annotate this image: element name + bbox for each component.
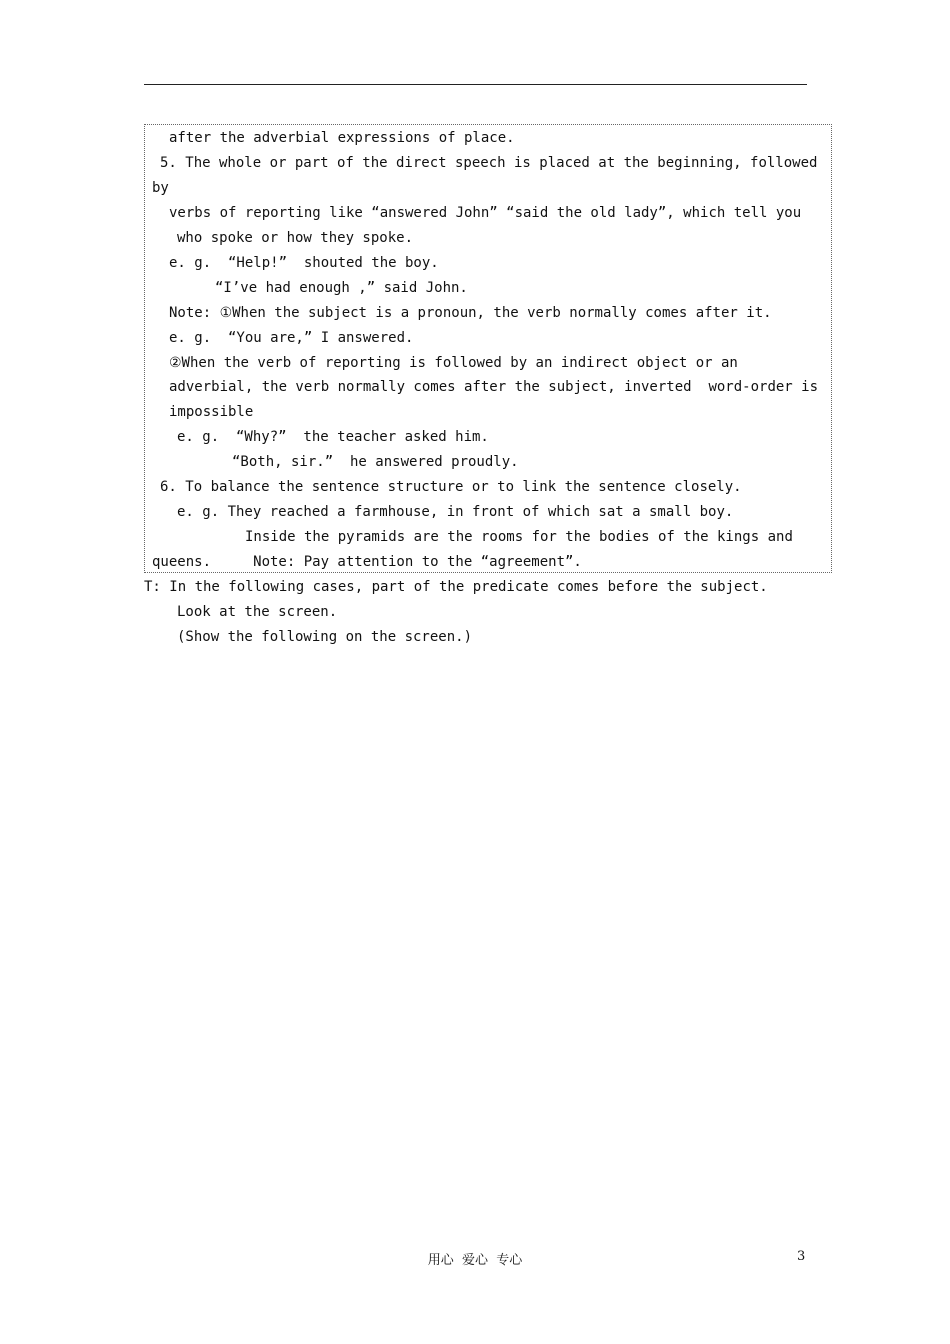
page-number: 3: [797, 1249, 806, 1264]
text-line: impossible: [169, 404, 254, 420]
text-line: e. g. “Help!” shouted the boy.: [169, 255, 439, 271]
text-line: Look at the screen.: [177, 604, 338, 620]
text-line: queens. Note: Pay attention to the “agreement”.: [152, 554, 582, 570]
text-line: T: In the following cases, part of the predicate comes before the subject.: [144, 579, 768, 595]
header-rule: [144, 84, 807, 85]
text-line: “Both, sir.” he answered proudly.: [232, 454, 519, 470]
text-line: e. g. “You are,” I answered.: [169, 330, 414, 346]
text-line: (Show the following on the screen.): [177, 629, 473, 645]
text-line: 6. To balance the sentence structure or to link the sentence closely.: [160, 479, 742, 495]
text-line: ②When the verb of reporting is followed by an indirect object or an: [169, 355, 738, 371]
text-line: 5. The whole or part of the direct speech is placed at the beginning, followed: [160, 155, 818, 171]
text-line: who spoke or how they spoke.: [177, 230, 414, 246]
text-line: verbs of reporting like “answered John” “said the old lady”, which tell you: [169, 205, 802, 221]
text-line: e. g. They reached a farmhouse, in front of which sat a small boy.: [177, 504, 734, 520]
text-line: by: [152, 180, 169, 196]
text-line: after the adverbial expressions of place.: [169, 130, 515, 146]
text-line: adverbial, the verb normally comes after the subject, inverted word-order is: [169, 379, 819, 395]
footer-motto: 用心 爱心 专心: [427, 1253, 523, 1268]
text-line: e. g. “Why?” the teacher asked him.: [177, 429, 489, 445]
text-line: Note: ①When the subject is a pronoun, the verb normally comes after it.: [169, 305, 772, 321]
text-line: “I’ve had enough ,” said John.: [215, 280, 468, 296]
text-line: Inside the pyramids are the rooms for the bodies of the kings and: [245, 529, 793, 545]
